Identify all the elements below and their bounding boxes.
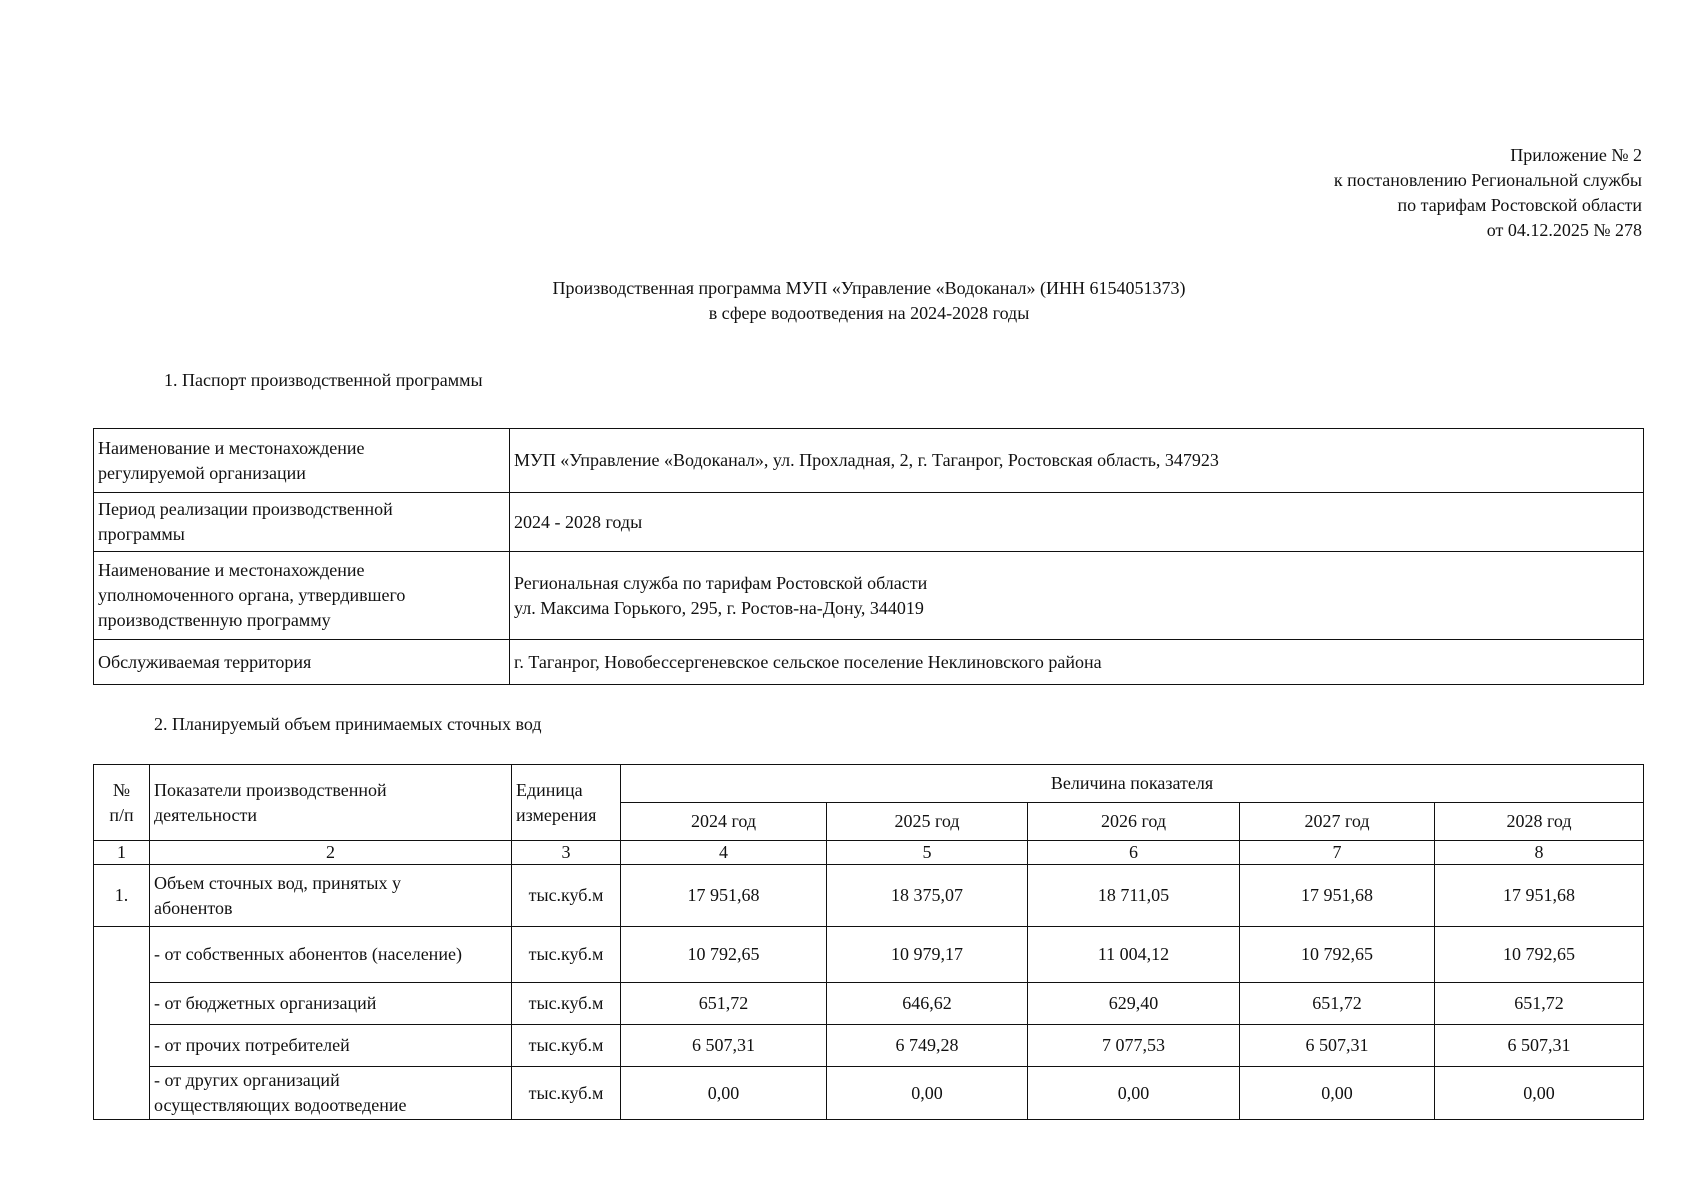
header-year: 2024 год: [621, 803, 827, 841]
document-title-line: Производственная программа МУП «Управление «Водоканал» (ИНН 6154051373): [552, 278, 1186, 298]
passport-value-cell: [510, 552, 1644, 640]
row-value: 17 951,68: [621, 865, 827, 927]
passport-label-cell: [94, 429, 510, 493]
passport-value-cell: [510, 640, 1644, 685]
row-value: 17 951,68: [1435, 865, 1644, 927]
passport-label: производственную программу: [98, 610, 331, 630]
row-value: 18 711,05: [1028, 865, 1240, 927]
row-label: - от собственных абонентов (население): [154, 944, 462, 964]
header-indicator: деятельности: [154, 804, 258, 825]
row-label-cell: [150, 927, 512, 983]
passport-row: [94, 493, 1644, 552]
passport-label-cell: [94, 493, 510, 552]
appendix-line: к постановлению Региональной службы: [1333, 170, 1642, 190]
row-value: 0,00: [1028, 1067, 1240, 1120]
row-label: абонентов: [154, 897, 233, 918]
row-value: 651,72: [1240, 983, 1435, 1025]
header-value-group: Величина показателя: [621, 765, 1644, 803]
table-row: [94, 865, 1644, 927]
row-value: 10 792,65: [621, 927, 827, 983]
header-year: 2028 год: [1435, 803, 1644, 841]
passport-table: [93, 428, 1644, 685]
row-label-cell: [150, 1067, 512, 1120]
row-value: 6 507,31: [1435, 1025, 1644, 1067]
passport-value: 2024 - 2028 годы: [514, 511, 643, 532]
header-year: 2027 год: [1240, 803, 1435, 841]
row-value: 646,62: [827, 983, 1028, 1025]
column-number-row: [94, 841, 1644, 865]
passport-label: программы: [98, 524, 185, 544]
row-label: Объем сточных вод, принятых у: [154, 872, 401, 893]
row-unit: тыс.куб.м: [512, 1067, 621, 1120]
row-value: 651,72: [621, 983, 827, 1025]
passport-value-cell: [510, 493, 1644, 552]
row-label-cell: [150, 1025, 512, 1067]
row-label: - от бюджетных организаций: [154, 993, 377, 1013]
row-value: 0,00: [827, 1067, 1028, 1120]
row-unit: тыс.куб.м: [512, 1025, 621, 1067]
row-number-empty: [94, 927, 150, 1120]
row-value: 7 077,53: [1028, 1025, 1240, 1067]
row-unit: тыс.куб.м: [512, 927, 621, 983]
row-value: 10 979,17: [827, 927, 1028, 983]
header-indicator: Показатели производственной: [154, 779, 387, 800]
header-num-cell: [94, 765, 150, 841]
header-num: №: [112, 779, 131, 800]
passport-row: [94, 552, 1644, 640]
row-label-cell: [150, 865, 512, 927]
header-unit: измерения: [516, 804, 597, 825]
row-label: осуществляющих водоотведение: [154, 1095, 407, 1115]
row-value: 0,00: [1240, 1067, 1435, 1120]
appendix-line: от 04.12.2025 № 278: [1486, 220, 1642, 240]
header-num: п/п: [109, 804, 134, 825]
header-indicator-cell: [150, 765, 512, 841]
passport-label-cell: [94, 552, 510, 640]
column-number: 1: [94, 841, 150, 865]
row-label-cell: [150, 983, 512, 1025]
table-row: [94, 1025, 1644, 1067]
volume-table: [93, 764, 1644, 1120]
row-value: 6 507,31: [1240, 1025, 1435, 1067]
passport-label-cell: [94, 640, 510, 685]
table-row: [94, 927, 1644, 983]
row-value: 629,40: [1028, 983, 1240, 1025]
row-unit: тыс.куб.м: [512, 983, 621, 1025]
row-value: 11 004,12: [1028, 927, 1240, 983]
row-value: 10 792,65: [1435, 927, 1644, 983]
passport-label: регулируемой организации: [98, 462, 306, 483]
column-number: 5: [827, 841, 1028, 865]
passport-value: Региональная служба по тарифам Ростовской области: [514, 572, 928, 593]
table-row: [94, 983, 1644, 1025]
column-number: 4: [621, 841, 827, 865]
row-number: 1.: [94, 865, 150, 927]
appendix-line: Приложение № 2: [1510, 145, 1642, 165]
appendix-line: по тарифам Ростовской области: [1397, 195, 1642, 215]
table-row: [94, 1067, 1644, 1120]
row-label: - от прочих потребителей: [154, 1035, 350, 1055]
passport-value: МУП «Управление «Водоканал», ул. Прохладная, 2, г. Таганрог, Ростовская область, 347923: [514, 450, 1219, 470]
passport-label: Обслуживаемая территория: [98, 651, 312, 672]
row-value: 17 951,68: [1240, 865, 1435, 927]
column-number: 6: [1028, 841, 1240, 865]
document-title: [0, 276, 1698, 326]
header-year: 2025 год: [827, 803, 1028, 841]
section-2-heading: 2. Планируемый объем принимаемых сточных вод: [154, 714, 542, 734]
column-number: 7: [1240, 841, 1435, 865]
document-title-line: в сфере водоотведения на 2024-2028 годы: [708, 303, 1030, 323]
row-value: 0,00: [1435, 1067, 1644, 1120]
passport-row: [94, 429, 1644, 493]
passport-label: Наименование и местонахождение: [98, 560, 365, 580]
passport-label: Наименование и местонахождение: [98, 437, 365, 458]
row-value: 651,72: [1435, 983, 1644, 1025]
column-number: 3: [512, 841, 621, 865]
row-unit: тыс.куб.м: [512, 865, 621, 927]
appendix-header: [1334, 143, 1642, 243]
passport-value: г. Таганрог, Новобессергеневское сельское поселение Неклиновского района: [514, 651, 1102, 672]
row-value: 0,00: [621, 1067, 827, 1120]
passport-label: уполномоченного органа, утвердившего: [98, 585, 406, 605]
row-value: 6 749,28: [827, 1025, 1028, 1067]
header-unit-cell: [512, 765, 621, 841]
passport-value-cell: [510, 429, 1644, 493]
passport-row: [94, 640, 1644, 685]
row-value: 18 375,07: [827, 865, 1028, 927]
section-1-heading: 1. Паспорт производственной программы: [164, 370, 483, 390]
row-label: - от других организаций: [154, 1070, 340, 1090]
column-number: 8: [1435, 841, 1644, 865]
passport-value: ул. Максима Горького, 295, г. Ростов-на-Дону, 344019: [514, 597, 924, 618]
column-number: 2: [150, 841, 512, 865]
header-year: 2026 год: [1028, 803, 1240, 841]
header-row: [94, 765, 1644, 803]
header-unit: Единица: [516, 779, 583, 800]
passport-label: Период реализации производственной: [98, 499, 393, 519]
row-value: 6 507,31: [621, 1025, 827, 1067]
row-value: 10 792,65: [1240, 927, 1435, 983]
